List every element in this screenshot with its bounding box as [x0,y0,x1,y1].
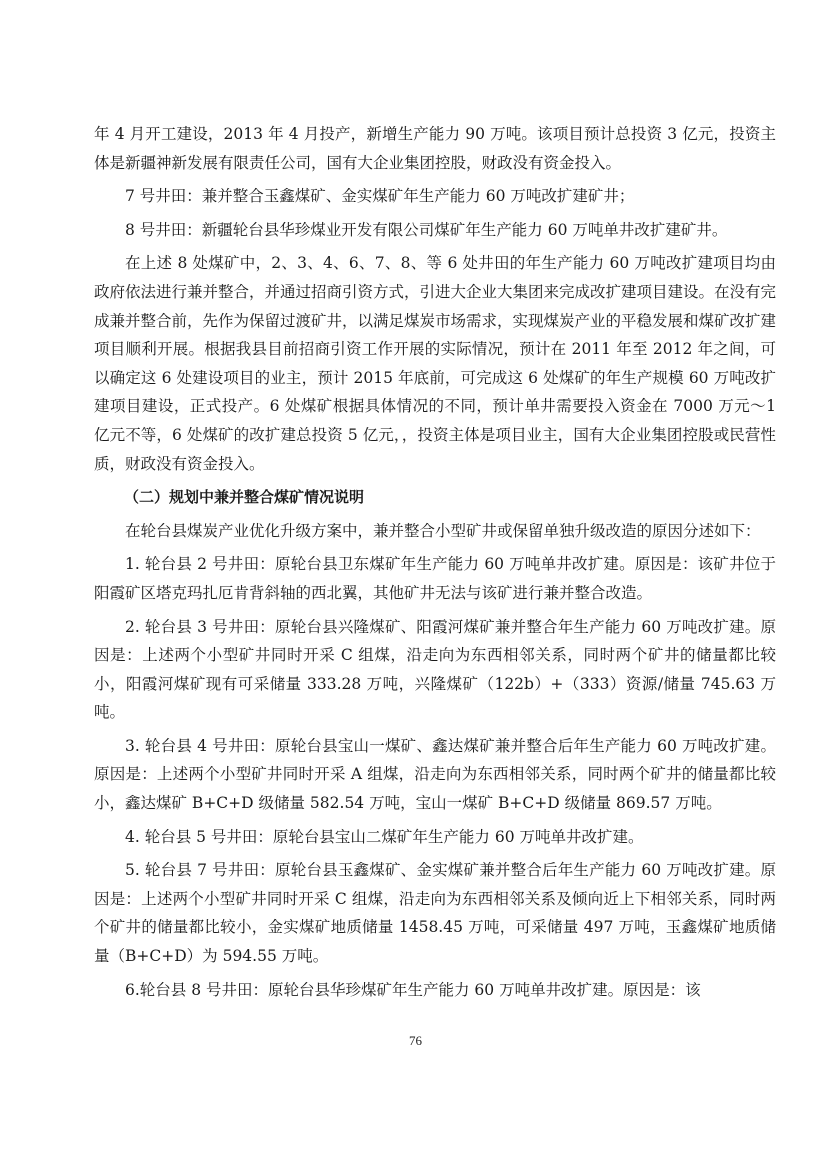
paragraph-intro: 在轮台县煤炭产业优化升级方案中，兼并整合小型矿井或保留单独升级改造的原因分述如下： [125,521,761,540]
paragraph-continuation: 年 4 月开工建设，2013 年 4 月投产，新增生产能力 90 万吨。该项目预计总投资 3 亿元，投资主体是新疆神新发展有限责任公司，国有大企业集团控股，财政没有资金投入。 [94,125,776,172]
section-heading: （二）规划中兼并整合煤矿情况说明 [124,488,365,507]
paragraph-field-8: 8 号井田：新疆轮台县华珍煤业开发有限公司煤矿年生产能力 60 万吨单井改扩建矿井。 [125,220,728,239]
paragraph-item-1: 1. 轮台县 2 号井田：原轮台县卫东煤矿年生产能力 60 万吨单井改扩建。原因是：该矿井位于阳霞矿区塔克玛扎厄肯背斜轴的西北翼，其他矿井无法与该矿进行兼并整合改造。 [94,555,776,602]
paragraph-field-7: 7 号井田：兼并整合玉鑫煤矿、金实煤矿年生产能力 60 万吨改扩建矿井； [125,187,635,206]
page-number: 76 [409,1033,422,1048]
paragraph-item-4: 4. 轮台县 5 号井田：原轮台县宝山二煤矿年生产能力 60 万吨单井改扩建。 [125,827,644,846]
body-text [94,120,776,1009]
paragraph-summary: 在上述 8 处煤矿中，2、3、4、6、7、8、等 6 处井田的年生产能力 60 万吨改扩建项目均由政府依法进行兼并整合，并通过招商引资方式，引进大企业大集团来完成改扩建项目建设。在没有完成兼并整合前，先作为保留过渡矿井，以满足煤炭市场需求，实现煤炭产业的平稳发展和煤矿改扩建项目顺利开展。根据我县目前招商引资工作开展的实际情况，预计在 2011 年至 2012 年之间，可以确定这 6 处建设项目的业主，预计 2015 年底前，可完成这 6 处煤矿的年生产规模 60 万吨改扩建项目建设，正式投产。6 处煤矿根据具体情况的不同，预计单井需要投入资金在 7000 万元～1 亿元不等，6 处煤矿的改扩建总投资 5 亿元，，投资主体是项目业主，国有大企业集团控股或民营性质，财政没有资金投入。 [94,254,777,473]
paragraph-item-5: 5. 轮台县 7 号井田：原轮台县玉鑫煤矿、金实煤矿兼并整合后年生产能力 60 万吨改扩建。原因是：上述两个小型矿井同时开采 C 组煤，沿走向为东西相邻关系及倾向近上下相邻关系，同时两个矿井的储量都比较小，金实煤矿地质储量 1458.45 万吨，可采储量 497 万吨，玉鑫煤矿地质储量（B+C+D）为 594.55 万吨。 [94,861,776,966]
paragraph-item-3: 3. 轮台县 4 号井田：原轮台县宝山一煤矿、鑫达煤矿兼并整合后年生产能力 60 万吨改扩建。原因是：上述两个小型矿井同时开采 A 组煤，沿走向为东西相邻关系，同时两个矿井的储量都比较小，鑫达煤矿 B+C+D 级储量 582.54 万吨，宝山一煤矿 B+C+D 级储量 869.57 万吨。 [94,736,776,813]
paragraph-item-2: 2. 轮台县 3 号井田：原轮台县兴隆煤矿、阳霞河煤矿兼并整合年生产能力 60 万吨改扩建。原因是：上述两个小型矿井同时开采 C 组煤，沿走向为东西相邻关系，同时两个矿井的储量都比较小，阳霞河煤矿现有可采储量 333.28 万吨，兴隆煤矿（122b）+（333）资源/储量 745.63 万吨。 [94,617,776,722]
paragraph-item-6: 6.轮台县 8 号井田：原轮台县华珍煤矿年生产能力 60 万吨单井改扩建。原因是：该 [125,980,701,999]
